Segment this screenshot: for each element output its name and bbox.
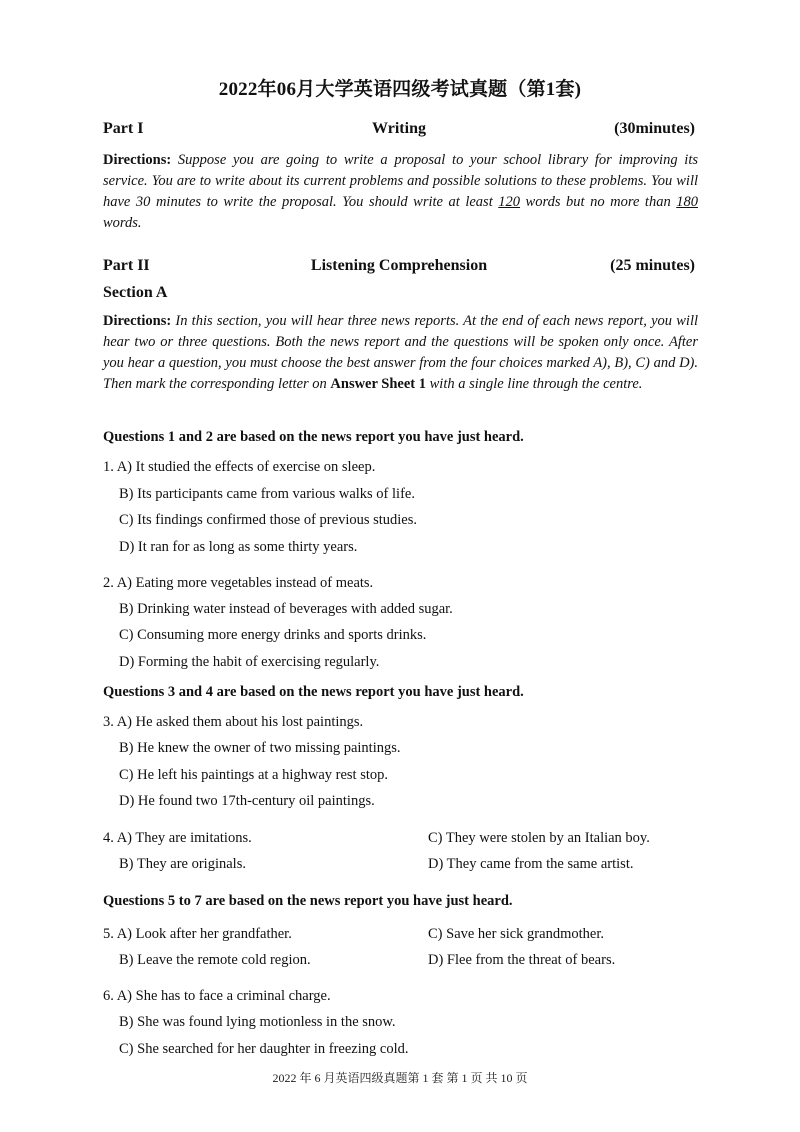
page-footer: 2022 年 6 月英语四级真题第 1 套 第 1 页 共 10 页 (272, 1071, 528, 1085)
question-3-option-a: 3. A) He asked them about his lost paintings. (103, 714, 364, 730)
question-5-option-a: 5. A) Look after her grandfather. (103, 926, 292, 942)
part1-header (103, 120, 695, 142)
part1-directions (103, 150, 698, 234)
question-4-option-c: C) They were stolen by an Italian boy. (428, 830, 650, 846)
question-group-heading: Questions 1 and 2 are based on the news report you have just heard. (103, 429, 524, 445)
question-3-option-b: B) He knew the owner of two missing paintings. (119, 740, 401, 756)
part2-header (103, 257, 695, 279)
directions-text: In this section, you will hear three news reports. At the end of each news report, you will hear two or three questions. Both the news report and the questions will be spoken only once. After you hear a question, you must choose the best answer from the four choices marked A), B), C) and D). Then mark the corresponding letter on Answer Sheet 1 with a single line through the centre. (103, 313, 699, 392)
answer-sheet: Answer Sheet 1 (330, 376, 426, 392)
question-2-option-d: D) Forming the habit of exercising regularly. (119, 654, 380, 670)
question-2-option-c: C) Consuming more energy drinks and sports drinks. (119, 627, 427, 643)
question-2-option-a: 2. A) Eating more vegetables instead of meats. (103, 575, 374, 591)
question-3-option-d: D) He found two 17th-century oil paintings. (119, 793, 375, 809)
question-5-option-c: C) Save her sick grandmother. (428, 926, 604, 942)
question-4-option-a: 4. A) They are imitations. (103, 830, 252, 846)
question-2-option-b: B) Drinking water instead of beverages with added sugar. (119, 601, 453, 617)
question-4-option-d: D) They came from the same artist. (428, 856, 634, 872)
directions-label: Directions: (103, 152, 172, 168)
question-3-option-c: C) He left his paintings at a highway rest stop. (119, 767, 389, 783)
part2-time: (25 minutes) (610, 257, 695, 274)
part1-name: Writing (372, 120, 426, 137)
question-5-option-b: B) Leave the remote cold region. (119, 952, 311, 968)
part2-directions (103, 311, 698, 395)
directions-label: Directions: (103, 313, 172, 329)
directions-text: Suppose you are going to write a proposal to your school library for improving its service. You are to write about its current problems and possible solutions to these problems. You will have 30 minutes to write the proposal. You should write at least 120 words but no more than 180 words. (103, 152, 698, 231)
part2-name: Listening Comprehension (310, 257, 488, 274)
section-a-label: Section A (103, 284, 168, 301)
question-1-option-d: D) It ran for as long as some thirty years. (119, 539, 358, 555)
question-4-option-b: B) They are originals. (119, 856, 246, 872)
question-6-option-a: 6. A) She has to face a criminal charge. (103, 988, 331, 1004)
question-1-option-c: C) Its findings confirmed those of previous studies. (119, 512, 418, 528)
question-group-heading: Questions 5 to 7 are based on the news report you have just heard. (103, 893, 513, 909)
part2-label: Part II (103, 257, 150, 274)
max-words: 180 (676, 194, 698, 210)
question-5-option-d: D) Flee from the threat of bears. (428, 952, 616, 968)
part1-time: (30minutes) (614, 120, 695, 137)
question-1-option-a: 1. A) It studied the effects of exercise on sleep. (103, 459, 376, 475)
min-words: 120 (498, 194, 521, 210)
question-6-option-b: B) She was found lying motionless in the snow. (119, 1014, 396, 1030)
question-group-heading: Questions 3 and 4 are based on the news report you have just heard. (103, 684, 524, 700)
question-6-option-c: C) She searched for her daughter in freezing cold. (119, 1041, 409, 1057)
page-title: 2022年06月大学英语四级考试真题（第1套) (218, 79, 582, 100)
question-1-option-b: B) Its participants came from various walks of life. (119, 486, 415, 502)
part1-label: Part I (103, 120, 144, 137)
